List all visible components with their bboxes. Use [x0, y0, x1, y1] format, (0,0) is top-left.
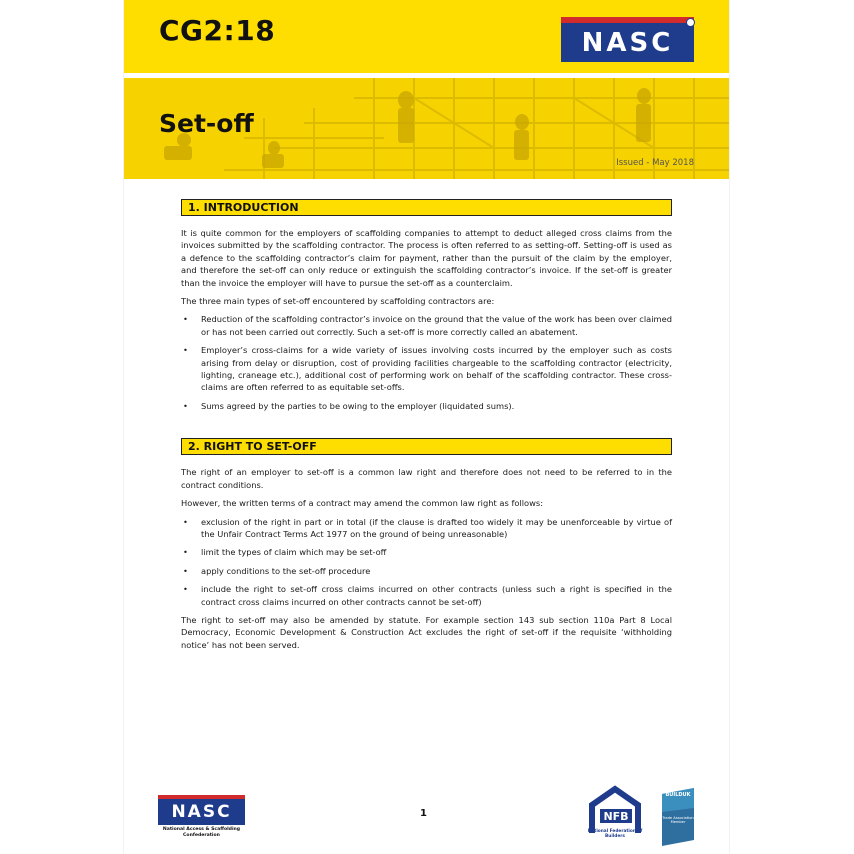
document-page [124, 0, 729, 854]
bullet-icon: • [183, 516, 188, 527]
issued-date: Issued - May 2018 [616, 158, 694, 168]
footer-logo-caption [158, 827, 245, 838]
paragraph: However, the written terms of a contract may amend the common law right as follows: [181, 498, 544, 509]
header-band [124, 0, 729, 73]
list-item [181, 516, 672, 541]
list-item-text: apply conditions to the set-off procedure [201, 565, 371, 576]
list-item-text: Sums agreed by the parties to be owing to the employer (liquidated sums). [201, 400, 515, 411]
nfb-caption: National Federation of Builders [587, 829, 643, 839]
list-item-text: Employer’s cross-claims for a wide variety of issues involving costs incurred by the employer such as costs arising from delay or disruption, cost of providing facilities chargeable to the scaffolding contractor (electricity, lighting, craneage etc.), additional cost of performing work on behalf of the scaffolding contractor. These cross-claims are often referred to as equitable set-offs. [201, 345, 672, 393]
footer-logo-caption-line: National Access & Scaffolding [162, 827, 241, 832]
list-item [181, 565, 672, 577]
list-item [181, 400, 672, 412]
bullet-list [181, 313, 672, 412]
paragraph: The right to set-off may also be amended by statute. For example section 143 sub section 110a Part 8 Local Democracy, Economic Development & Construction Act excludes the right of set-off if the requisite ‘withholding notice’ has not been served. [181, 614, 672, 650]
section-heading-introduction: 1. INTRODUCTION [181, 199, 672, 216]
page-number: 1 [420, 808, 427, 819]
list-item [181, 583, 672, 608]
footer-logo-caption-line: Confederation [183, 832, 220, 838]
main-content [181, 199, 672, 651]
section-heading-right-to-set-off: 2. RIGHT TO SET-OFF [181, 438, 672, 455]
header-image-band [124, 78, 729, 179]
bullet-list [181, 516, 672, 608]
list-item [181, 344, 672, 394]
list-item-text: Reduction of the scaffolding contractor’s invoice on the ground that the value of the work has been over claimed or has not been carried out correctly. Such a set-off is more correctly called an abatement. [201, 314, 672, 337]
bullet-icon: • [183, 314, 188, 325]
nasc-logo-text: NASC [581, 27, 674, 58]
paragraph: It is quite common for the employers of scaffolding companies to attempt to deduct alleged cross claims from the invoices submitted by the scaffolding contractor. The process is often referred to as setting-off. Setting-off is used as a defence to the scaffolding contractor’s claim for payment, rather than the pursuit of the claim by the employer, and therefore the set-off can only reduce or extinguish the scaffolding contractor’s invoice. If the set-off is greater than the invoice the employer will have to pursue the set-off as a counterclaim. [181, 228, 672, 288]
nasc-logo [561, 17, 694, 62]
document-code: CG2:18 [159, 14, 276, 47]
footer-logo-text: NASC [171, 802, 232, 822]
bullet-icon: • [183, 400, 188, 411]
list-item [181, 546, 672, 558]
bullet-icon: • [183, 345, 188, 356]
paragraph: The three main types of set-off encountered by scaffolding contractors are: [181, 296, 495, 307]
list-item [181, 313, 672, 338]
page-title: Set-off [159, 109, 254, 138]
builduk-badge-text: BUILDUK [665, 792, 691, 798]
bullet-icon: • [183, 565, 188, 576]
footer-nasc-logo [158, 795, 245, 825]
bullet-icon: • [183, 584, 188, 595]
list-item-text: exclusion of the right in part or in total (if the clause is drafted too widely it may be unenforceable by virtue of the Unfair Contract Terms Act 1977 on the ground of being unreasonable) [201, 516, 672, 539]
paragraph: The right of an employer to set-off is a common law right and therefore does not need to be referred to in the contract conditions. [181, 467, 672, 490]
list-item-text: limit the types of claim which may be set-off [201, 547, 387, 558]
bullet-icon: • [183, 547, 188, 558]
registered-mark-icon [686, 18, 695, 27]
nfb-logo-text: NFB [603, 810, 629, 823]
list-item-text: include the right to set-off cross claims incurred on other contracts (unless such a right is specified in the contract cross claims incurred on other contracts cannot be set-off) [201, 584, 672, 607]
builduk-badge-caption: Trade Association Member [662, 816, 694, 825]
